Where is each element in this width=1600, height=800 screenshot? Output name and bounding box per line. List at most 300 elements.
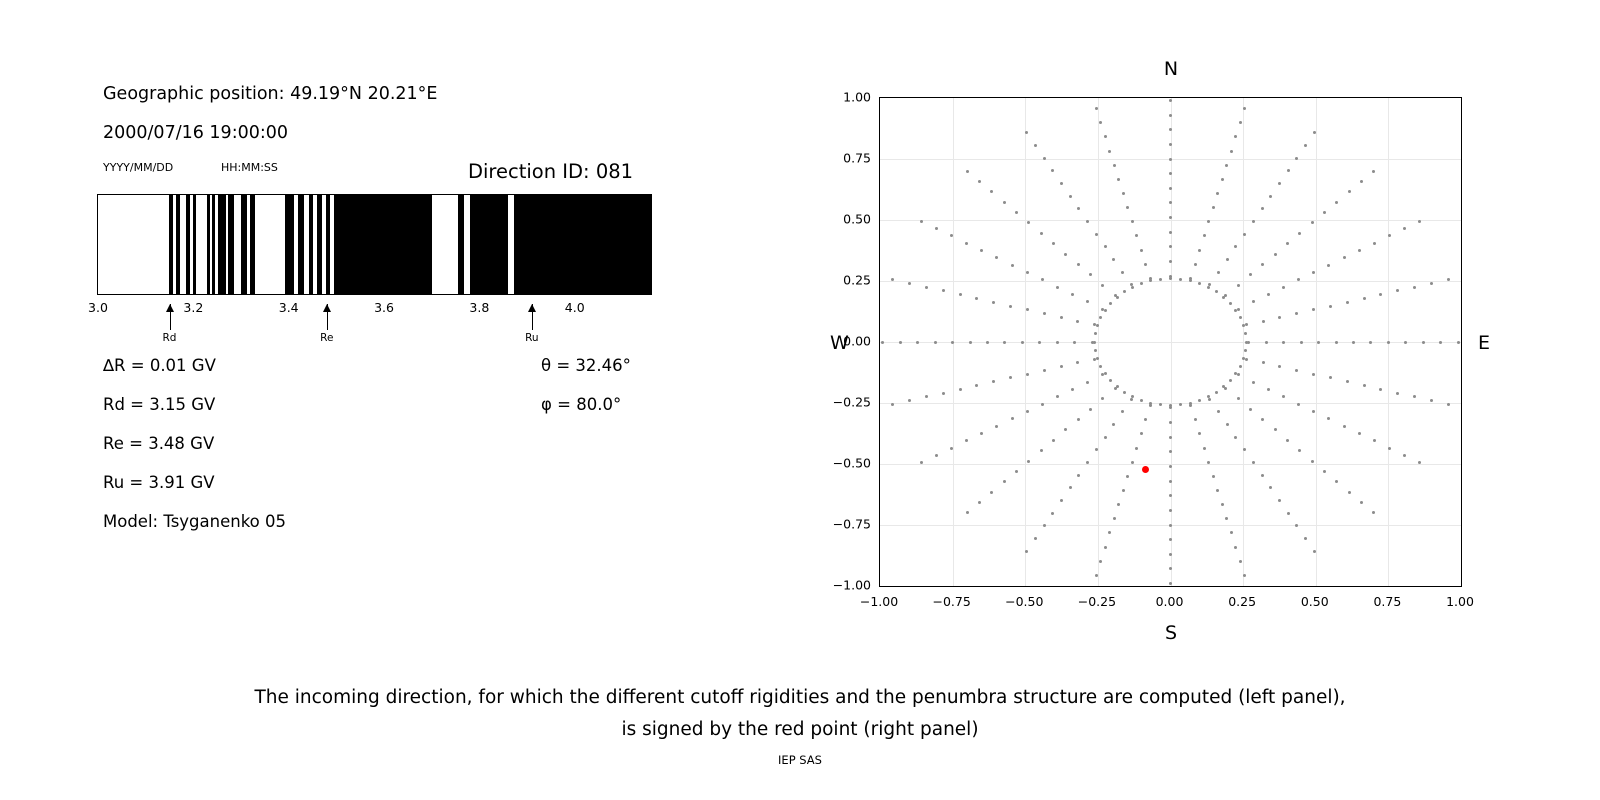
penumbra-band (218, 195, 226, 294)
axis-label-south: S (1164, 622, 1178, 644)
direction-point (1025, 550, 1028, 553)
direction-point (1239, 365, 1242, 368)
direction-point (1265, 341, 1268, 344)
direction-point (1126, 206, 1129, 209)
direction-point (1372, 511, 1375, 514)
penumbra-band (250, 195, 256, 294)
direction-point (1226, 258, 1229, 261)
y-tick-label: −0.75 (832, 516, 871, 532)
gridline-horizontal (880, 220, 1461, 221)
direction-point (995, 256, 998, 259)
model-value: Model: Tsyganenko 05 (103, 512, 287, 531)
rd-value: Rd = 3.15 GV (103, 395, 216, 414)
direction-point (1252, 300, 1255, 303)
direction-point (1094, 349, 1097, 352)
direction-point (1372, 170, 1375, 173)
direction-point (1261, 474, 1264, 477)
penumbra-band (169, 195, 173, 294)
direction-point (1225, 517, 1228, 520)
x-tick-label: −0.50 (1005, 594, 1044, 609)
direction-point (1034, 144, 1037, 147)
penumbra-band (470, 195, 508, 294)
direction-point (990, 491, 993, 494)
direction-point (1009, 305, 1012, 308)
direction-point (1239, 560, 1242, 563)
direction-point (1430, 282, 1433, 285)
direction-point (1287, 512, 1290, 515)
penumbra-marker-label: Re (320, 332, 334, 344)
direction-point (1215, 391, 1218, 394)
direction-point (1360, 501, 1363, 504)
direction-point (1169, 245, 1172, 248)
direction-point (1099, 121, 1102, 124)
direction-point (1226, 423, 1229, 426)
direction-point (920, 220, 923, 223)
direction-point (1261, 263, 1264, 266)
direction-point (1011, 264, 1014, 267)
direction-point (1169, 143, 1172, 146)
direction-point (1113, 164, 1116, 167)
direction-point (1274, 428, 1277, 431)
direction-point (1140, 282, 1143, 285)
direction-point (1261, 418, 1264, 421)
y-tick-label: 0.75 (843, 150, 871, 166)
direction-point (1169, 480, 1172, 483)
x-tick-label: 0.25 (1228, 594, 1257, 609)
direction-point (1043, 312, 1046, 315)
direction-point (992, 301, 995, 304)
direction-point (1311, 460, 1314, 463)
direction-point (1144, 263, 1147, 266)
direction-point (1237, 373, 1240, 376)
direction-point (1086, 220, 1089, 223)
direction-point (1169, 538, 1172, 541)
theta-value: θ = 32.46° (541, 356, 631, 375)
penumbra-band (334, 195, 431, 294)
direction-point (1346, 301, 1349, 304)
direction-point (1244, 349, 1247, 352)
direction-point (1169, 465, 1172, 468)
direction-point (1262, 361, 1265, 364)
direction-point (1245, 358, 1248, 361)
penumbra-band (207, 195, 210, 294)
gridline-horizontal (880, 342, 1461, 343)
direction-point (1388, 234, 1391, 237)
direction-point (1052, 242, 1055, 245)
penumbra-marker-label: Ru (525, 332, 539, 344)
direction-point (1323, 211, 1326, 214)
direction-point (1169, 582, 1172, 585)
direction-point (1169, 114, 1172, 117)
direction-point (1243, 107, 1246, 110)
direction-point (1099, 316, 1102, 319)
direction-point (1418, 220, 1421, 223)
direction-point (1247, 341, 1250, 344)
direction-point (1224, 387, 1227, 390)
direction-point (1051, 512, 1054, 515)
direction-point (1430, 399, 1433, 402)
direction-point (1278, 365, 1281, 368)
direction-point (1198, 432, 1201, 435)
y-tick-label: −0.50 (832, 455, 871, 471)
direction-point (1278, 316, 1281, 319)
axis-label-east: E (1478, 332, 1491, 354)
penumbra-tick-label: 4.0 (564, 300, 585, 315)
y-tick-label: −0.25 (832, 394, 871, 410)
direction-point (1169, 128, 1172, 131)
direction-point (1207, 286, 1210, 289)
direction-point (1144, 418, 1147, 421)
direction-point (1198, 249, 1201, 252)
direction-point (1159, 403, 1162, 406)
direction-point (1169, 567, 1172, 570)
x-tick-label: 0.50 (1300, 594, 1329, 609)
direction-point (1225, 164, 1228, 167)
direction-point (942, 289, 945, 292)
y-tick-label: −1.00 (832, 577, 871, 593)
phi-value: φ = 80.0° (541, 395, 622, 414)
direction-point (1243, 233, 1246, 236)
direction-point (1229, 302, 1232, 305)
direction-point (1379, 293, 1382, 296)
direction-point (1026, 271, 1029, 274)
direction-point (1369, 341, 1372, 344)
direction-point (1003, 341, 1006, 344)
direction-point (1352, 341, 1355, 344)
direction-point (1169, 553, 1172, 556)
direction-point (1040, 232, 1043, 235)
y-tick-label: 0.50 (843, 211, 871, 227)
direction-point (925, 395, 928, 398)
penumbra-band (228, 195, 234, 294)
direction-point (1077, 207, 1080, 210)
penumbra-marker-label: Rd (162, 332, 177, 344)
direction-point (1169, 509, 1172, 512)
direction-point (1069, 195, 1072, 198)
direction-point (1329, 305, 1332, 308)
x-tick-label: −0.25 (1077, 594, 1117, 609)
direction-point (1358, 432, 1361, 435)
direction-point (1457, 341, 1460, 344)
direction-point (1388, 447, 1391, 450)
direction-point (1234, 309, 1237, 312)
direction-point (1104, 309, 1107, 312)
direction-point (1077, 474, 1080, 477)
direction-point (1101, 397, 1104, 400)
direction-point (951, 341, 954, 344)
direction-point (1295, 312, 1298, 315)
direction-point (1027, 221, 1030, 224)
direction-point (1116, 296, 1119, 299)
direction-point (1249, 273, 1252, 276)
direction-point (1286, 439, 1289, 442)
penumbra-x-axis (88, 296, 654, 356)
direction-point (1104, 546, 1107, 549)
direction-point (1237, 284, 1240, 287)
direction-point (891, 403, 894, 406)
direction-point (1089, 408, 1092, 411)
direction-point (1104, 372, 1107, 375)
direction-point (1317, 341, 1320, 344)
penumbra-band (212, 195, 215, 294)
direction-point (1131, 461, 1134, 464)
direction-point (1159, 278, 1162, 281)
direction-point (1363, 297, 1366, 300)
datetime-text: 2000/07/16 19:00:00 (103, 123, 289, 143)
penumbra-marker-rd (170, 304, 171, 330)
penumbra-band (176, 195, 180, 294)
penumbra-band (193, 195, 196, 294)
penumbra-tick-label: 3.4 (278, 300, 299, 315)
direction-id-text: Direction ID: 081 (468, 160, 634, 183)
direction-point (1025, 131, 1028, 134)
direction-point (1346, 380, 1349, 383)
direction-point (1015, 211, 1018, 214)
penumbra-band (298, 195, 304, 294)
direction-point (1413, 395, 1416, 398)
direction-point (1373, 242, 1376, 245)
direction-point (975, 384, 978, 387)
direction-point (1169, 494, 1172, 497)
direction-point (1234, 546, 1237, 549)
direction-point (1267, 293, 1270, 296)
direction-point (1295, 524, 1298, 527)
penumbra-band (309, 195, 313, 294)
direction-point (1089, 273, 1092, 276)
direction-point (969, 341, 972, 344)
direction-point (1194, 263, 1197, 266)
direction-point (1112, 258, 1115, 261)
direction-point (1447, 403, 1450, 406)
direction-point (1229, 379, 1232, 382)
direction-point (934, 341, 937, 344)
direction-point (1242, 324, 1245, 327)
direction-point (1051, 169, 1054, 172)
direction-point (1015, 470, 1018, 473)
direction-point (1404, 341, 1407, 344)
direction-point (1069, 486, 1072, 489)
direction-point (1278, 499, 1281, 502)
direction-point (1221, 503, 1224, 506)
direction-point (1026, 373, 1029, 376)
direction-point (1335, 480, 1338, 483)
direction-point (1269, 195, 1272, 198)
direction-point (1304, 144, 1307, 147)
direction-point (1122, 192, 1125, 195)
direction-point (1135, 234, 1138, 237)
direction-point (1286, 242, 1289, 245)
direction-point (1387, 341, 1390, 344)
direction-point (1117, 503, 1120, 506)
direction-point (908, 399, 911, 402)
time-format-label: HH:MM:SS (221, 161, 278, 174)
x-tick-label: −1.00 (859, 594, 899, 609)
direction-point (1095, 574, 1098, 577)
direction-point (1396, 392, 1399, 395)
direction-point (980, 249, 983, 252)
direction-point (978, 501, 981, 504)
direction-point (990, 190, 993, 193)
direction-point (1060, 316, 1063, 319)
direction-point (1094, 332, 1097, 335)
direction-point (1189, 279, 1192, 282)
direction-point (1312, 373, 1315, 376)
direction-point (1077, 418, 1080, 421)
direction-point (1121, 271, 1124, 274)
direction-point (1126, 475, 1129, 478)
direction-point (965, 242, 968, 245)
direction-point (1109, 302, 1112, 305)
direction-point (1439, 341, 1442, 344)
direction-point (1076, 361, 1079, 364)
direction-point (1234, 245, 1237, 248)
direction-point (1313, 550, 1316, 553)
direction-point (1060, 182, 1063, 185)
direction-point (1189, 402, 1192, 405)
direction-point (1267, 388, 1270, 391)
direction-point (1140, 432, 1143, 435)
direction-point (1169, 436, 1172, 439)
direction-point (1122, 489, 1125, 492)
direction-point (1282, 286, 1285, 289)
direction-point (1099, 560, 1102, 563)
direction-point (1198, 282, 1201, 285)
direction-point (1052, 439, 1055, 442)
direction-point (1109, 379, 1112, 382)
direction-point (1169, 277, 1172, 280)
direction-point (1104, 245, 1107, 248)
direction-point (1363, 384, 1366, 387)
direction-point (959, 388, 962, 391)
direction-point (1358, 249, 1361, 252)
direction-point (1245, 341, 1248, 344)
direction-point (1327, 417, 1330, 420)
direction-point (1056, 395, 1059, 398)
ru-value: Ru = 3.91 GV (103, 473, 215, 492)
penumbra-band (326, 195, 330, 294)
direction-point (1169, 187, 1172, 190)
axis-label-west: W (830, 332, 849, 354)
right-panel (800, 0, 1600, 680)
direction-point (1108, 150, 1111, 153)
x-tick-label: 0.00 (1155, 594, 1184, 609)
penumbra-band (458, 195, 464, 294)
direction-point (1403, 227, 1406, 230)
caption-line-1: The incoming direction, for which the different cutoff rigidities and the penumbra structure are computed (left panel), (254, 687, 1346, 708)
direction-point (966, 170, 969, 173)
direction-point (1169, 99, 1172, 102)
direction-point (1043, 157, 1046, 160)
direction-point (1108, 531, 1111, 534)
direction-point (1262, 320, 1265, 323)
direction-point (1242, 357, 1245, 360)
direction-point (1071, 293, 1074, 296)
direction-point (1135, 447, 1138, 450)
direction-point (899, 341, 902, 344)
direction-point (1073, 341, 1076, 344)
direction-point (1169, 404, 1172, 407)
direction-point (1348, 491, 1351, 494)
direction-point (1215, 290, 1218, 293)
direction-point (1194, 418, 1197, 421)
direction-point (1327, 264, 1330, 267)
left-panel (0, 0, 800, 680)
direction-point (1116, 385, 1119, 388)
x-tick-label: 1.00 (1446, 594, 1474, 609)
direction-point (1217, 271, 1220, 274)
date-format-label: YYYY/MM/DD (103, 161, 174, 174)
direction-point (1198, 399, 1201, 402)
direction-point (1373, 439, 1376, 442)
direction-point (1274, 253, 1277, 256)
direction-point (1217, 410, 1220, 413)
direction-point (1113, 517, 1116, 520)
direction-point (1237, 308, 1240, 311)
direction-point (1026, 410, 1029, 413)
direction-point (1252, 220, 1255, 223)
direction-point (1239, 316, 1242, 319)
direction-point (1034, 537, 1037, 540)
x-tick-label: 0.75 (1373, 594, 1402, 609)
direction-point (1043, 369, 1046, 372)
direction-point (1335, 201, 1338, 204)
direction-point (1212, 206, 1215, 209)
direction-point (1311, 221, 1314, 224)
direction-point (995, 425, 998, 428)
direction-point (1076, 320, 1079, 323)
direction-point (1252, 381, 1255, 384)
direction-point (1239, 121, 1242, 124)
direction-point (1011, 417, 1014, 420)
y-tick-label: 0.25 (843, 272, 871, 288)
direction-point (1040, 449, 1043, 452)
direction-point (1121, 410, 1124, 413)
y-tick-label: 0.00 (843, 333, 871, 349)
direction-point (1096, 357, 1099, 360)
direction-point (1140, 249, 1143, 252)
direction-point (1413, 286, 1416, 289)
direction-point (1043, 524, 1046, 527)
direction-point (975, 297, 978, 300)
direction-point (959, 293, 962, 296)
direction-point (1216, 192, 1219, 195)
penumbra-tick-label: 3.0 (88, 300, 108, 315)
direction-point (1026, 308, 1029, 311)
direction-point (1422, 341, 1425, 344)
direction-point (1249, 408, 1252, 411)
direction-point (1056, 286, 1059, 289)
direction-point (1360, 180, 1363, 183)
direction-point (1169, 524, 1172, 527)
direction-point (1298, 232, 1301, 235)
selected-direction-point (1142, 466, 1149, 473)
direction-point (1212, 475, 1215, 478)
figure-caption (0, 682, 1600, 746)
direction-point (978, 180, 981, 183)
direction-point (925, 286, 928, 289)
direction-point (908, 282, 911, 285)
direction-point (1203, 447, 1206, 450)
penumbra-band (285, 195, 295, 294)
direction-point (1447, 278, 1450, 281)
direction-point (1095, 107, 1098, 110)
direction-point (1027, 460, 1030, 463)
direction-point (1123, 391, 1126, 394)
direction-point (1169, 201, 1172, 204)
direction-point (1297, 403, 1300, 406)
direction-point (1252, 461, 1255, 464)
direction-point (1038, 341, 1041, 344)
